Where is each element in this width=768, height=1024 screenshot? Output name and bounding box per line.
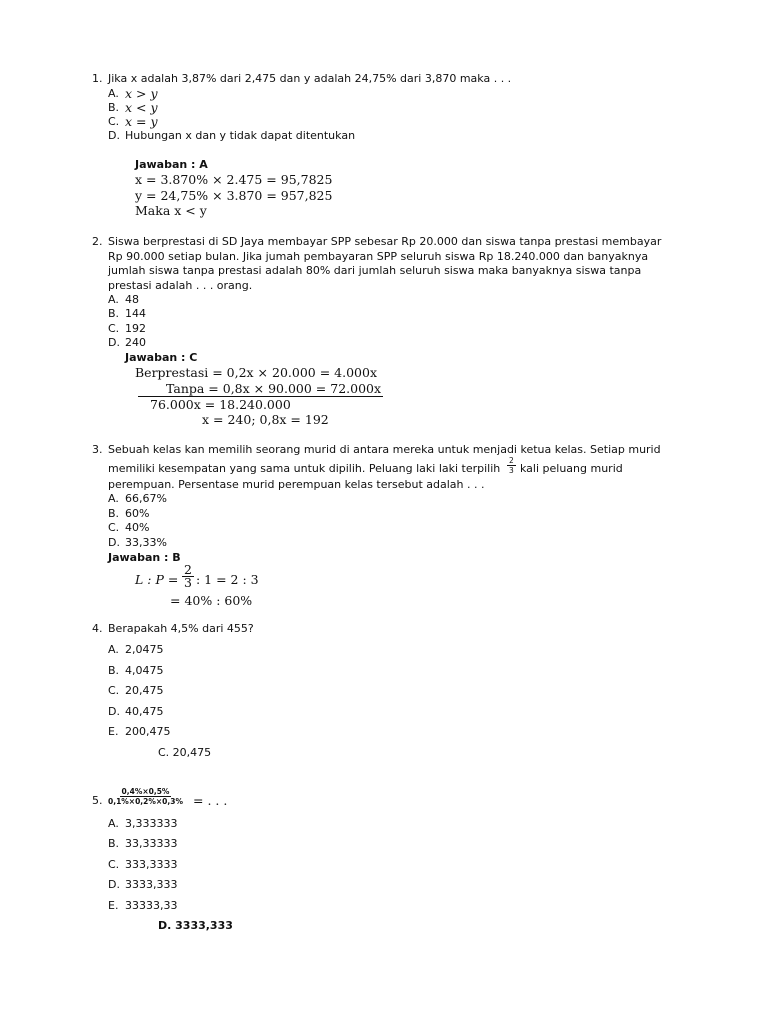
q2-option-b-letter: B.: [108, 307, 120, 320]
q3-text-line-1: Sebuah kelas kan memilih seorang murid di antara mereka untuk menjadi ketua kelas. Setiap murid: [108, 443, 661, 456]
q3-work-percent: = 40% : 60%: [170, 593, 253, 608]
q2-work-line-4: x = 240; 0,8x = 192: [202, 412, 329, 427]
q3-text-line-2b: kali peluang murid: [520, 462, 623, 475]
q1-work-line-3: Maka x < y: [135, 203, 207, 218]
q1-option-d: Hubungan x dan y tidak dapat ditentukan: [125, 129, 356, 142]
q5-fraction-den: 0,1%×0,2%×0,3%: [108, 797, 183, 806]
q5-option-a: 3,333333: [125, 817, 178, 830]
q5-option-d-letter: D.: [108, 878, 120, 891]
q5-option-a-letter: A.: [108, 817, 119, 830]
q2-option-a: 48: [125, 293, 139, 306]
q1-option-a: x > y: [125, 86, 158, 101]
q3-option-b-letter: B.: [108, 507, 120, 520]
q4-option-d-letter: D.: [108, 705, 120, 718]
q4-number: 4.: [92, 622, 103, 635]
q1-option-b: x < y: [125, 100, 158, 115]
q4-option-a-letter: A.: [108, 643, 119, 656]
q5-option-b-letter: B.: [108, 837, 120, 850]
q2-option-c: 192: [125, 322, 146, 335]
q2-option-d-letter: D.: [108, 336, 120, 349]
q3-option-d-letter: D.: [108, 536, 120, 549]
q3-option-a-letter: A.: [108, 492, 119, 505]
q4-option-a: 2,0475: [125, 643, 164, 656]
q3-work-ratio-result: : 1 = 2 : 3: [196, 572, 259, 587]
q1-work-line-2: y = 24,75% × 3.870 = 957,825: [135, 188, 333, 203]
q4-option-d: 40,475: [125, 705, 164, 718]
q1-text: Jika x adalah 3,87% dari 2,475 dan y adalah 24,75% dari 3,870 maka . . .: [108, 72, 512, 85]
q1-option-b-letter: B.: [108, 101, 120, 114]
q1-option-a-letter: A.: [108, 87, 119, 100]
q3-text-line-2a: memiliki kesempatan yang sama untuk dipilih. Peluang laki laki terpilih: [108, 462, 501, 475]
q2-text-line-2: Rp 90.000 setiap bulan. Jika jumah pembayaran SPP seluruh siswa Rp 18.240.000 dan banyaknya: [108, 250, 649, 263]
q2-option-b: 144: [125, 307, 146, 320]
q3-number: 3.: [92, 443, 103, 456]
q1-option-c: x = y: [125, 114, 158, 129]
q5-option-c-letter: C.: [108, 858, 120, 871]
q5-fraction-num: 0,4%×0,5%: [121, 787, 170, 796]
q3-option-b: 60%: [125, 507, 150, 520]
q5-option-e: 33333,33: [125, 899, 178, 912]
q5-option-d: 3333,333: [125, 878, 178, 891]
q2-text-line-3: jumlah siswa tanpa prestasi adalah 80% dari jumlah seluruh siswa maka banyaknya siswa tanpa: [108, 264, 642, 277]
q4-option-b: 4,0475: [125, 664, 164, 677]
q1-answer-label: Jawaban : A: [135, 158, 208, 171]
q4-option-e-letter: E.: [108, 725, 119, 738]
q5-answer: D. 3333,333: [158, 919, 233, 932]
q4-option-b-letter: B.: [108, 664, 120, 677]
q3-option-c: 40%: [125, 521, 150, 534]
q3-work-fraction-den: 3: [184, 575, 192, 590]
q1-number: 1.: [92, 72, 103, 85]
q2-number: 2.: [92, 235, 103, 248]
q2-option-a-letter: A.: [108, 293, 119, 306]
q1-work-line-1: x = 3.870% × 2.475 = 95,7825: [135, 172, 333, 187]
q3-work-fraction-num: 2: [184, 562, 192, 577]
q4-option-e: 200,475: [125, 725, 171, 738]
q2-work-line-2: Tanpa = 0,8x × 90.000 = 72.000x: [138, 381, 383, 397]
q2-text-line-1: Siswa berprestasi di SD Jaya membayar SPP sebesar Rp 20.000 dan siswa tanpa prestasi membayar: [108, 235, 662, 248]
q4-answer: C. 20,475: [158, 746, 212, 759]
q1-option-c-letter: C.: [108, 115, 120, 128]
q3-work-ratio-label: L : P =: [135, 572, 179, 587]
q4-option-c-letter: C.: [108, 684, 120, 697]
q5-number: 5.: [92, 794, 103, 807]
q5-option-e-letter: E.: [108, 899, 119, 912]
q3-inline-fraction-num: 2: [509, 456, 514, 465]
q5-option-b: 33,33333: [125, 837, 178, 850]
q3-text-line-3: perempuan. Persentase murid perempuan kelas tersebut adalah . . .: [108, 478, 485, 491]
q3-option-a: 66,67%: [125, 492, 167, 505]
q3-option-c-letter: C.: [108, 521, 120, 534]
q2-answer-label: Jawaban : C: [125, 351, 198, 364]
q2-option-d: 240: [125, 336, 146, 349]
q3-option-d: 33,33%: [125, 536, 167, 549]
q5-fraction: [104, 787, 187, 806]
q3-inline-fraction-den: 3: [509, 466, 514, 475]
q1-option-d-letter: D.: [108, 129, 120, 142]
q2-work-line-1: Berprestasi = 0,2x × 20.000 = 4.000x: [135, 365, 377, 380]
q3-inline-fraction: [505, 456, 518, 475]
q4-text: Berapakah 4,5% dari 455?: [108, 622, 254, 635]
q5-tail: = . . .: [193, 793, 228, 808]
q2-work-line-3: 76.000x = 18.240.000: [150, 397, 291, 412]
q3-work-fraction: [180, 564, 196, 589]
q3-answer-label: Jawaban : B: [108, 551, 181, 564]
q5-option-c: 333,3333: [125, 858, 178, 871]
q2-text-line-4: prestasi adalah . . . orang.: [108, 279, 253, 292]
q4-option-c: 20,475: [125, 684, 164, 697]
q2-option-c-letter: C.: [108, 322, 120, 335]
